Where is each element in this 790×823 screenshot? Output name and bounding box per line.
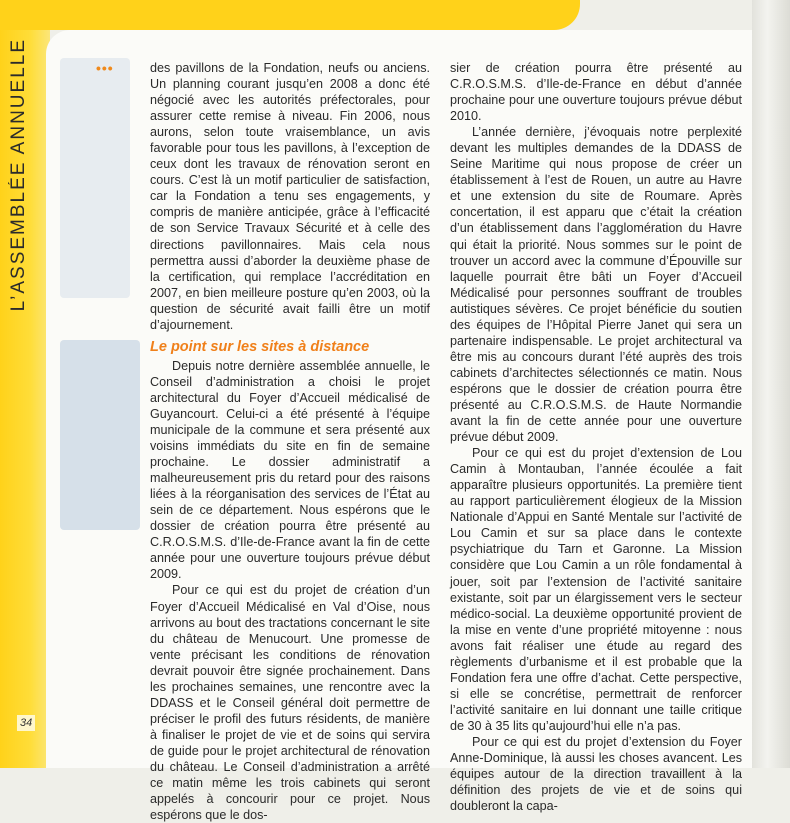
paragraph: Pour ce qui est du projet d’extension du Foyer Anne-Dominique, là aussi les choses avancent. Les équipes autour de la direction travaillent à la définition des projets de vie et de soins qui doubleront la capa- bbox=[450, 734, 742, 814]
left-column bbox=[150, 60, 430, 823]
yellow-top-band bbox=[0, 0, 580, 30]
paragraph: Pour ce qui est du projet de création d’un Foyer d’Accueil Médicalisé en Val d’Oise, nous arrivons au bout des tractations concernant le site du château de Menucourt. Une promesse de vente précisant les conditions de rénovation devrait pouvoir être signée prochainement. Dans les prochaines semaines, une rencontre avec la DDASS et le Conseil général doit permettre de préciser le profil des futurs résidents, de manière à finaliser le projet de vie et de soins qui servira de guide pour le projet architectural de rénovation du château. Le Conseil d’administration a arrêté ce matin même les trois cabinets qui seront appelés à concourir pour ce projet. Nous espérons que le dos- bbox=[150, 583, 430, 823]
paragraph: Depuis notre dernière assemblée annuelle, le Conseil d’administration a choisi le projet architectural du Foyer d’Accueil médicalisé de Guyancourt. Celui-ci a été présenté à l’équipe municipale de la commune et sera présenté aux voisins immédiats du site en fin de semaine prochaine. Le dossier administratif a malheureusement pris du retard pour des raisons liées à la réorganisation des services de l’État au sein de ce département. Nous espérons que le dossier de création pourra être présenté au C.R.O.S.M.S. d’Ile-de-France avant la fin de cette année pour une ouverture toujours prévue début 2009. bbox=[150, 358, 430, 582]
section-heading: Le point sur les sites à distance bbox=[150, 338, 370, 355]
paragraph: sier de création pourra être présenté au C.R.O.S.M.S. d’Ile-de-France en début d’année prochaine pour une ouverture toujours prévue début 2010. bbox=[450, 61, 742, 124]
show-through-image bbox=[60, 58, 130, 298]
paragraph: Pour ce qui est du projet d’extension de Lou Camin à Montauban, l’année écoulée a fait apparaître plusieurs opportunités. La première tient au rapport particulièrement élogieux de la Mission Nationale d’Appui en Santé Mentale sur l’activité de Lou Camin et sur sa place dans le contexte psychiatrique du Tarn et Garonne. La Mission considère que Lou Camin a un rôle fondamental à jouer, soit par l’extension de l’activité sanitaire existante, soit par un élargissement vers le secteur médico-social. La deuxième opportunité provient de la mise en vente d’une propriété mitoyenne : nous avons fait réaliser une étude au regard des règlements d’urbanisme et il est probable que la Fondation fera une offre d’achat. Cette perspective, si elle se concrétise, permettrait de renforcer l’activité sanitaire en lui donnant une taille critique de 30 à 35 lits qu’aujourd’hui elle n’a pas. bbox=[450, 446, 742, 733]
page-number: 34 bbox=[17, 715, 35, 731]
show-through-image bbox=[60, 340, 140, 530]
right-column bbox=[450, 60, 742, 814]
section-title bbox=[2, 30, 36, 320]
section-title-text: L’ASSEMBLÉE ANNUELLE bbox=[8, 38, 29, 312]
paragraph: des pavillons de la Fondation, neufs ou anciens. Un planning courant jusqu’en 2008 a donc été négocié avec les autorités préfectorales, pour assurer cette remise à niveau. Fin 2006, nous aurons, selon toute vraisemblance, un avis favorable pour tous les pavillons, à l’exception de ceux dont les travaux de rénovation seront en cours. C’est là un motif particulier de satisfaction, car la Fondation a tenu ses engagements, y compris de manière anticipée, grâce à l’efficacité de son Service Travaux Sécurité et à celle des directions pavillonnaires. Mais cela nous permettra aussi d’aborder la deuxième phase de la certification, qui remplace l’accréditation en 2007, en bien meilleure posture qu’en 2003, où la question de sécurité avait failli être un motif d’ajournement. bbox=[150, 61, 430, 332]
page-gutter bbox=[752, 0, 790, 768]
paragraph: L’année dernière, j’évoquais notre perplexité devant les multiples demandes de la DDASS de Seine Maritime qui nous propose de créer un établissement à l’est de Rouen, un autre au Havre et une extension du site de Roumare. Après concertation, il est apparu que c’était la création d’un établissement dans l’agglomération du Havre qui était la priorité. Nous sommes sur le point de trouver un accord avec la commune d’Épouville sur laquelle pourrait être bâti un Foyer d’Accueil Médicalisé pour personnes souffrant de troubles autistiques sévères. Ce projet bénéficie du soutien des équipes de l’Hôpital Pierre Janet qui sera un partenaire indispensable. Le projet architectural va être mis au concours durant l’été auprès des trois cabinets d’architectes sélectionnés ce matin. Nous espérons que le dossier de création pourra être présenté au C.R.O.S.M.S. de Haute Normandie avant la fin de cette année pour une ouverture prévue début 2009. bbox=[450, 125, 742, 445]
bullet-dots-icon: ••• bbox=[96, 60, 114, 76]
